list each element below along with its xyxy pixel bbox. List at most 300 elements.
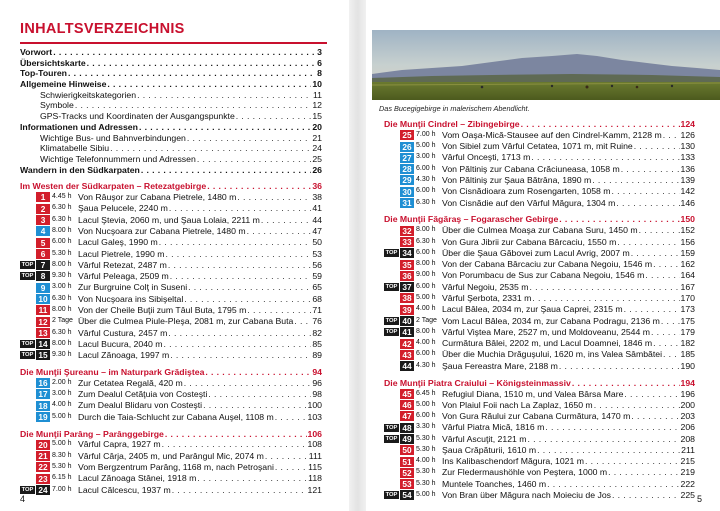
tour-page: 136	[680, 163, 695, 174]
tour-title: Von Gura Răului zur Cabana Curmătura, 1470 m	[442, 411, 631, 422]
region-heading	[384, 119, 695, 130]
toc-leader-dots	[275, 412, 307, 423]
tour-entry	[20, 350, 322, 361]
toc-leader-dots	[639, 225, 680, 236]
tour-title: Zum Dealul Cetăţuia von Costeşti	[78, 389, 208, 400]
toc-leader-dots	[53, 47, 316, 58]
tour-title: Lacul Galeş, 1990 m	[78, 237, 158, 248]
tour-number: 41	[400, 327, 414, 337]
toc-leader-dots	[236, 111, 312, 122]
toc-leader-dots	[545, 422, 679, 433]
toc-leader-dots	[663, 130, 680, 141]
tour-page: 126	[680, 129, 695, 140]
tour-duration: 4.30 h	[416, 176, 436, 183]
region-heading	[20, 181, 322, 192]
tour-page: 175	[680, 315, 695, 326]
tour-duration: 4.45 h	[52, 193, 72, 201]
tour-title: Şaua Crăpăturii, 1610 m	[442, 444, 537, 455]
tour-number: 29	[400, 175, 414, 185]
tour-number: 20	[36, 440, 50, 450]
toc-entry	[20, 58, 322, 69]
tour-number: 40	[400, 316, 414, 326]
tour-entry	[384, 152, 695, 163]
tour-page: 162	[680, 259, 695, 270]
tour-number: 25	[400, 130, 414, 140]
region-page: 94	[312, 366, 322, 377]
tour-number: 3	[36, 215, 50, 225]
tour-number: 12	[36, 317, 50, 327]
tour-duration: 5.30 h	[52, 249, 72, 257]
tour-page: 164	[680, 270, 695, 281]
toc-entry-page: 12	[312, 100, 322, 111]
tour-duration: 4.30 h	[416, 361, 436, 369]
toc-leader-dots	[203, 400, 306, 411]
tour-title: Lacul Bâlea, 2034 m, zur Şaua Caprei, 2315 m	[442, 304, 623, 315]
tour-number: 13	[36, 328, 50, 338]
tour-duration: 5.00 h	[416, 491, 436, 499]
tour-title: Lacul Călcescu, 1937 m	[78, 484, 171, 495]
tour-title: Vârful Retezat, 2487 m	[78, 259, 167, 270]
tour-title: Vârful Cârja, 2405 m, und Parângul Mic, 2074 m	[78, 450, 264, 461]
toc-leader-dots	[631, 248, 680, 259]
tour-duration: 6.00 h	[416, 164, 436, 172]
tour-number: 33	[400, 237, 414, 247]
toc-leader-dots	[237, 192, 311, 203]
tour-number: 46	[400, 400, 414, 410]
tour-entry	[384, 388, 695, 399]
toc-entry-label: Übersichtskarte	[20, 57, 86, 68]
tour-page: 179	[680, 326, 695, 337]
toc-leader-dots	[205, 367, 311, 378]
tour-entry	[384, 270, 695, 281]
toc-leader-dots	[624, 389, 679, 400]
tour-title: Über die Şaua Găbovei zum Lacul Avrig, 2007 m	[442, 247, 630, 258]
tour-duration: 6.00 h	[416, 350, 436, 358]
tour-number: 48	[400, 423, 414, 433]
toc-entry-page: 15	[312, 111, 322, 122]
tour-title: Von der Cheile Buţii zum Tâul Buta, 1795 m	[78, 304, 247, 315]
toc-entry	[20, 111, 322, 122]
tour-entry	[20, 203, 322, 214]
toc-leader-dots	[617, 237, 679, 248]
toc-leader-dots	[141, 165, 311, 176]
tour-title: Von Nucşoara zur Cabana Pietrele, 1480 m	[78, 225, 246, 236]
tour-number: 31	[400, 198, 414, 208]
toc-leader-dots	[107, 79, 311, 90]
tour-title: Von Bran über Măgura nach Moieciu de Jos	[442, 490, 612, 501]
toc-leader-dots	[75, 100, 312, 111]
tour-number: 7	[36, 260, 50, 270]
tour-page: 139	[680, 175, 695, 185]
tour-duration: 3.00 h	[52, 390, 72, 398]
tour-duration: 9.30 h	[52, 351, 72, 359]
top-tour-badge: TOP	[385, 492, 398, 499]
toc-leader-dots	[612, 186, 680, 197]
toc-entry	[20, 133, 322, 144]
toc-leader-dots	[170, 350, 311, 361]
tour-entry	[20, 400, 322, 411]
toc-entry-page: 21	[312, 132, 322, 143]
tour-entry	[384, 282, 695, 293]
toc-leader-dots	[184, 294, 311, 305]
tour-title: Von Plaiul Foii nach La Zaplaz, 1650 m	[442, 399, 593, 410]
region-page: 194	[680, 377, 695, 388]
tour-page: 44	[312, 214, 322, 225]
tour-entry	[20, 305, 322, 316]
tour-entry	[384, 338, 695, 349]
tour-number: 32	[400, 226, 414, 236]
tour-title: Vârful Peleaga, 2509 m	[78, 271, 169, 282]
tour-duration: 8.00 h	[52, 226, 72, 234]
tour-number: 36	[400, 271, 414, 281]
top-tour-badge: TOP	[385, 329, 398, 336]
tour-title: Vom Bergzentrum Parâng, 1168 m, nach Petroşani	[78, 462, 274, 473]
tour-page: 211	[681, 444, 695, 455]
tour-page: 152	[680, 225, 695, 236]
tour-duration: 5.30 h	[52, 463, 72, 471]
toc-leader-dots	[187, 133, 311, 144]
tour-page: 142	[680, 186, 695, 197]
tour-number: 2	[36, 204, 50, 214]
tour-page: 185	[680, 349, 695, 360]
tour-page: 68	[312, 293, 322, 304]
tour-duration: 9.30 h	[52, 272, 72, 280]
toc-leader-dots	[592, 175, 679, 186]
toc-leader-dots	[275, 462, 307, 473]
toc-entry-page: 10	[312, 79, 322, 90]
toc-leader-dots	[139, 122, 311, 133]
tour-page: 196	[680, 388, 695, 399]
toc-entry	[20, 79, 322, 90]
tour-title: Vârful Piatra Mică, 1816 m	[442, 422, 545, 433]
tour-page: 130	[680, 141, 695, 152]
toc-leader-dots	[537, 445, 680, 456]
tour-number: 47	[400, 411, 414, 421]
tour-page: 38	[312, 192, 322, 203]
region-page: 150	[680, 214, 695, 225]
tour-title: Lacul Zănoaga Stânei, 1918 m	[78, 473, 197, 484]
toc-title: INHALTSVERZEICHNIS	[20, 21, 185, 37]
tour-entry	[384, 467, 695, 478]
tour-page: 200	[680, 399, 695, 410]
tour-duration: 2 Tage	[52, 317, 73, 325]
tour-page: 215	[680, 456, 695, 467]
tour-number: 37	[400, 282, 414, 292]
toc-leader-dots	[585, 456, 680, 467]
toc-list-left	[20, 47, 322, 496]
tour-page: 41	[312, 203, 322, 214]
top-tour-badge: TOP	[21, 486, 34, 493]
toc-leader-dots	[168, 328, 311, 339]
tour-title: Zur Fledermaushöhle von Peştera, 1000 m	[442, 467, 608, 478]
tour-entry	[20, 327, 322, 338]
tour-entry	[20, 226, 322, 237]
tour-duration: 8.00 h	[52, 339, 72, 347]
tour-duration: 6.45 h	[416, 389, 436, 397]
tour-entry	[20, 271, 322, 282]
toc-entry-label: Wandern in den Südkarpaten	[20, 164, 140, 175]
tour-page: 159	[680, 247, 695, 258]
tour-entry	[384, 304, 695, 315]
tour-duration: 6.30 h	[52, 294, 72, 302]
tour-entry	[384, 445, 695, 456]
tour-duration: 4.00 h	[416, 339, 436, 347]
tour-entry	[384, 422, 695, 433]
toc-entry	[20, 143, 322, 154]
page-number-left: 4	[20, 494, 26, 504]
tour-entry	[20, 439, 322, 450]
tour-page: 146	[680, 197, 695, 208]
tour-title: Zur Burgruine Colţ in Suseni	[78, 282, 188, 293]
tour-duration: 8.00 h	[416, 327, 436, 335]
tour-page: 219	[680, 467, 695, 478]
tour-entry	[20, 248, 322, 259]
toc-leader-dots	[294, 316, 311, 327]
left-page	[0, 0, 349, 511]
region-title: Die Munţii Parâng – Parânggebirge	[20, 428, 164, 439]
tour-entry	[384, 130, 695, 141]
toc-entry	[20, 154, 322, 165]
toc-leader-dots	[164, 339, 312, 350]
tour-duration: 6.00 h	[416, 248, 436, 256]
tour-title: Über die Culmea Piule-Pleşa, 2081 m, zur Cabana Buta	[78, 316, 294, 327]
tour-entry	[20, 451, 322, 462]
tour-number: 34	[400, 248, 414, 258]
tour-page: 108	[307, 439, 322, 450]
toc-entry-page: 8	[317, 68, 322, 79]
tour-page: 203	[680, 411, 695, 422]
tour-entry	[384, 349, 695, 360]
tour-duration: 5.00 h	[52, 440, 72, 448]
tour-page: 170	[680, 293, 695, 304]
tour-page: 121	[307, 484, 322, 495]
tour-entry	[384, 479, 695, 490]
toc-leader-dots	[594, 400, 680, 411]
toc-leader-dots	[207, 181, 311, 192]
tour-number: 52	[400, 468, 414, 478]
tour-number: 15	[36, 350, 50, 360]
tour-duration: 5.30 h	[416, 479, 436, 487]
tour-title: Über die Muchia Drăguşului, 1620 m, ins Valea Sâmbătei	[442, 349, 663, 360]
tour-title: Von Nucşoara ins Sibişeltal	[78, 293, 184, 304]
tour-page: 156	[680, 236, 695, 247]
tour-duration: 7.00 h	[52, 485, 72, 493]
toc-leader-dots	[184, 378, 312, 389]
region-title: Im Westen der Südkarpaten – Retezatgebirge	[20, 181, 207, 192]
toc-entry	[20, 122, 322, 133]
toc-entry-label: Wichtige Bus- und Bahnverbindungen	[40, 132, 186, 143]
tour-entry	[384, 490, 695, 501]
toc-leader-dots	[137, 90, 312, 101]
tour-entry	[384, 400, 695, 411]
tour-entry	[20, 237, 322, 248]
toc-leader-dots	[634, 141, 680, 152]
toc-entry-label: Schwierigkeitskategorien	[40, 89, 137, 100]
tour-title: Ins Kalibaschendorf Măgura, 1021 m	[442, 456, 584, 467]
toc-leader-dots	[612, 490, 679, 501]
tour-duration: 6.00 h	[416, 282, 436, 290]
top-tour-badge: TOP	[385, 284, 398, 291]
tour-page: 208	[680, 433, 695, 444]
tour-duration: 6.30 h	[52, 215, 72, 223]
tour-duration: 6.30 h	[52, 328, 72, 336]
tour-title: Vom Lacul Bâlea, 2034 m, zur Cabana Podragu, 2136 m	[442, 315, 660, 326]
toc-leader-dots	[87, 58, 316, 69]
landscape-photo	[372, 30, 720, 100]
tour-duration: 8.30 h	[52, 451, 72, 459]
toc-entry-page: 6	[317, 57, 322, 68]
top-tour-badge: TOP	[385, 317, 398, 324]
tour-page: 65	[312, 282, 322, 293]
toc-entry	[20, 47, 322, 58]
tour-number: 30	[400, 187, 414, 197]
toc-leader-dots	[247, 226, 312, 237]
tour-number: 42	[400, 339, 414, 349]
tour-number: 39	[400, 305, 414, 315]
region-heading	[384, 214, 695, 225]
tour-title: Von Sibiel zum Vârful Cetatea, 1071 m, mit Ruine	[442, 141, 633, 152]
tour-title: Von Păltiniş zur Şaua Bătrâna, 1890 m	[442, 175, 592, 185]
tour-entry	[384, 248, 695, 259]
tour-page: 225	[680, 490, 695, 501]
tour-title: Lacul Bucura, 2040 m	[78, 338, 163, 349]
tour-number: 51	[400, 457, 414, 467]
tour-duration: 8.00 h	[52, 260, 72, 268]
tour-number: 38	[400, 293, 414, 303]
toc-leader-dots	[68, 68, 316, 79]
toc-entry-label: Wichtige Telefonnummern und Adressen	[40, 153, 196, 164]
tour-page: 167	[680, 281, 695, 292]
tour-duration: 6.15 h	[52, 474, 72, 482]
tour-number: 45	[400, 389, 414, 399]
toc-leader-dots	[572, 378, 680, 389]
tour-entry	[384, 236, 695, 247]
tour-page: 85	[312, 338, 322, 349]
tour-duration: 3.30 h	[416, 423, 436, 431]
top-tour-badge: TOP	[21, 273, 34, 280]
tour-entry	[20, 293, 322, 304]
tour-title: Zum Dealul Blidaru von Costeşti	[78, 400, 203, 411]
tour-entry	[20, 260, 322, 271]
tour-number: 1	[36, 192, 50, 202]
tour-number: 4	[36, 226, 50, 236]
toc-leader-dots	[208, 389, 311, 400]
region-title: Die Munţii Cindrel – Zibingebirge	[384, 119, 520, 129]
toc-leader-dots	[169, 203, 311, 214]
tour-number: 17	[36, 389, 50, 399]
tour-number: 43	[400, 350, 414, 360]
toc-entry	[20, 165, 322, 176]
tour-number: 50	[400, 445, 414, 455]
tour-entry	[384, 315, 695, 326]
region-page: 124	[680, 119, 695, 129]
tour-duration: 7.00 h	[416, 130, 436, 138]
toc-leader-dots	[159, 237, 312, 248]
tour-duration: 6.00 h	[416, 187, 436, 195]
toc-leader-dots	[653, 259, 679, 270]
toc-leader-dots	[532, 293, 679, 304]
toc-leader-dots	[162, 439, 307, 450]
toc-entry	[20, 100, 322, 111]
tour-title: Refugiul Diana, 1510 m, und Valea Bârsa Mare	[442, 388, 624, 399]
tour-duration: 6.30 h	[416, 237, 436, 245]
region-title: Die Munţii Şureanu – im Naturpark Grădiştea	[20, 366, 205, 377]
tour-page: 96	[312, 377, 322, 388]
tour-page: 100	[307, 400, 322, 411]
tour-page: 103	[307, 411, 322, 422]
region-page: 106	[307, 428, 322, 439]
toc-entry-label: Symbole	[40, 100, 74, 111]
tour-entry	[384, 225, 695, 236]
tour-entry	[20, 316, 322, 327]
tour-page: 190	[680, 360, 695, 371]
tour-page: 133	[680, 152, 695, 163]
toc-leader-dots	[110, 143, 311, 154]
toc-entry-page: 11	[312, 89, 322, 100]
tour-entry	[20, 462, 322, 473]
tour-entry	[384, 456, 695, 467]
tour-number: 11	[36, 305, 50, 315]
tour-title: Şaua Fereastra Mare, 2188 m	[442, 360, 558, 371]
book-gutter	[349, 0, 366, 511]
tour-title: Vârful Şerbota, 2331 m	[442, 293, 532, 304]
toc-entry-label: Top-Touren	[20, 68, 67, 79]
tour-title: Curmătura Bâlei, 2202 m, und Lacul Doamnei, 1846 m	[442, 338, 653, 349]
tour-page: 98	[312, 389, 322, 400]
toc-leader-dots	[547, 479, 679, 490]
tour-number: 26	[400, 142, 414, 152]
title-rule	[20, 42, 327, 44]
right-page	[366, 0, 720, 511]
tour-title: Über die Culmea Moaşa zur Cabana Suru, 1450 m	[442, 225, 638, 236]
tour-page: 222	[680, 478, 695, 489]
tour-duration: 8.00 h	[52, 305, 72, 313]
page-number-right: 5	[697, 494, 703, 504]
toc-leader-dots	[168, 260, 311, 271]
tour-entry	[384, 175, 695, 186]
tour-page: 118	[308, 473, 322, 484]
tour-title: Von Gura Jibrii zur Cabana Bârcaciu, 1550 m	[442, 236, 617, 247]
toc-leader-dots	[608, 467, 679, 478]
tour-entry	[20, 389, 322, 400]
tour-number: 10	[36, 294, 50, 304]
tour-number: 18	[36, 401, 50, 411]
tour-title: Vom Oaşa-Mică-Stausee auf den Cindrel-Kamm, 2128 m	[442, 129, 662, 140]
toc-entry-label: Informationen und Adressen	[20, 121, 138, 132]
tour-entry	[384, 411, 695, 422]
tour-duration: 5.00 h	[52, 412, 72, 420]
tour-duration: 5.30 h	[416, 468, 436, 476]
toc-leader-dots	[663, 349, 679, 360]
tour-duration: 4.00 h	[416, 305, 436, 313]
tour-title: Von Râuşor zur Cabana Pietrele, 1480 m	[78, 192, 237, 203]
toc-leader-dots	[170, 271, 312, 282]
toc-entry	[20, 90, 322, 101]
tour-title: Durch die Taia-Schlucht zur Cabana Auşel, 1108 m	[78, 411, 274, 422]
tour-page: 76	[312, 316, 322, 327]
tour-title: Lacul Pietrele, 1990 m	[78, 248, 165, 259]
tour-number: 44	[400, 361, 414, 371]
toc-leader-dots	[529, 282, 679, 293]
toc-list-right	[384, 119, 695, 501]
photo-caption: Das Bucegigebirge in malerischem Abendlicht.	[379, 104, 530, 113]
toc-leader-dots	[188, 282, 311, 293]
tour-entry	[384, 259, 695, 270]
tour-title: Zur Cetatea Regală, 420 m	[78, 377, 183, 388]
region-page: 36	[312, 181, 322, 192]
toc-entry-label: Allgemeine Hinweise	[20, 79, 107, 90]
top-tour-badge: TOP	[385, 435, 398, 442]
